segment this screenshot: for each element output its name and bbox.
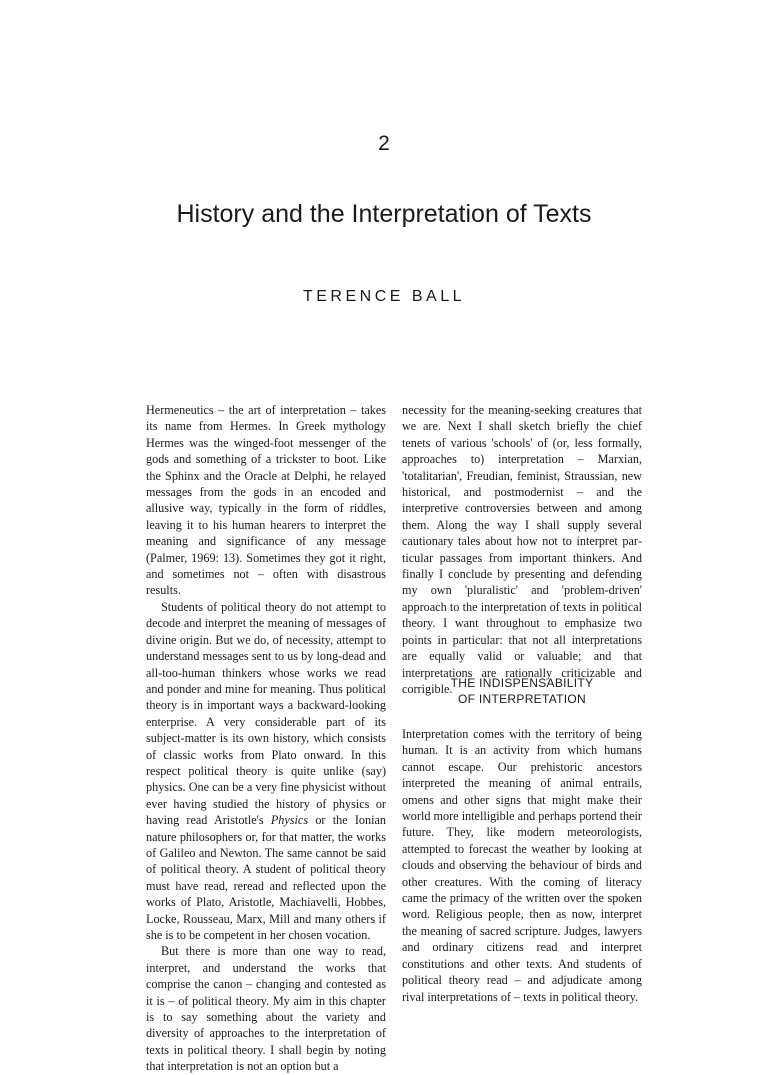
- italic-title: Physics: [270, 813, 309, 828]
- paragraph: But there is more than one way to read, interpret, and understand the works that comprise the canon – changing and contested as it is – of political theory. My aim in this chapter is to say something about the variety and diversity of approaches to the interpretation of texts in political theory. I shall begin by noting that interpretation is not an option but a: [146, 944, 386, 1074]
- left-column: [146, 402, 386, 1075]
- paragraph: [146, 599, 386, 944]
- chapter-title: History and the Interpretation of Texts: [176, 200, 592, 228]
- right-column-bottom: [402, 726, 642, 1005]
- paragraph-text: or the Ionian nature philosophers or, for that matter, the works of Galileo and Newton. The same cannot be said of political theory. A student of political theory must have read, reread and reflected upon the works of Plato, Aristotle, Machiavelli, Hobbes, Locke, Rousseau, Marx, Mill and many others if she is to be competent in her chosen vocation.: [146, 813, 386, 942]
- section-heading-line: OF INTERPRETATION: [458, 692, 586, 706]
- chapter-number: 2: [378, 132, 390, 155]
- paragraph: necessity for the meaning-seeking creatures that we are. Next I shall sketch briefly the chief tenets of various 'schools' of (or, less formally, approaches to) interpretation – Marxian, 'totalitarian', Freudian, feminist, Straussian, new historical, and postmodernist – and the interpretive controversies between and among them. Along the way I shall supply several cautionary tales about how not to interpret particular passages from important thinkers. And finally I conclude by presenting and defending my own 'pluralistic' and 'problem-driven' approach to the interpretation of texts in political theory. I want throughout to emphasize two points in particular: that not all interpretations are equally valid or valuable; and that interpretations are rationally criticizable and corrigible.: [402, 403, 642, 696]
- author-name: TERENCE BALL: [302, 288, 466, 305]
- section-heading: [402, 675, 642, 707]
- right-column-top: [402, 402, 642, 697]
- paragraph-text: Students of political theory do not attempt to decode and interpret the meaning of messages of divine origin. But we do, of necessity, attempt to understand messages sent to us by long-dead and all-too-human thinkers whose works we read and ponder and mine for meaning. Thus political theory is in important ways a backward-looking enterprise. A very considerable part of its subject-matter is its own history, which consists of classic works from Plato onward. In this respect political theory is quite unlike (say) physics. One can be a very fine physicist without ever having studied the history of physics or having read Aristotle's: [146, 599, 386, 828]
- section-heading-line: THE INDISPENSABILITY: [450, 676, 594, 690]
- paragraph: Interpretation comes with the territory of being human. It is an activity from which humans cannot escape. Our prehistoric ancestors interpreted the meaning of animal entrails, omens and other signs that might make their world more intelligible and perhaps portend their future. They, like modern meteorologists, attempted to forecast the weather by looking at clouds and observing the behaviour of birds and other creatures. With the coming of literacy came the primacy of the written over the spoken word. Religious people, then as now, interpret the meaning of sacred scripture. Judges, lawyers and ordinary citizens read and interpret constitutions and other texts. And students of political theory read – and adjudicate among rival interpretations of – texts in political theory.: [402, 727, 642, 1004]
- paragraph: Hermeneutics – the art of interpretation – takes its name from Hermes. In Greek mythology Hermes was the winged-foot messenger of the gods and something of a trickster to boot. Like the Sphinx and the Oracle at Delphi, he relayed messages from the gods in an encoded and allusive way, typically in the form of riddles, leaving it to his human hearers to interpret the meaning and significance of any message (Palmer, 1969: 13). Sometimes they got it right, and sometimes not – often with disastrous results.: [146, 403, 386, 598]
